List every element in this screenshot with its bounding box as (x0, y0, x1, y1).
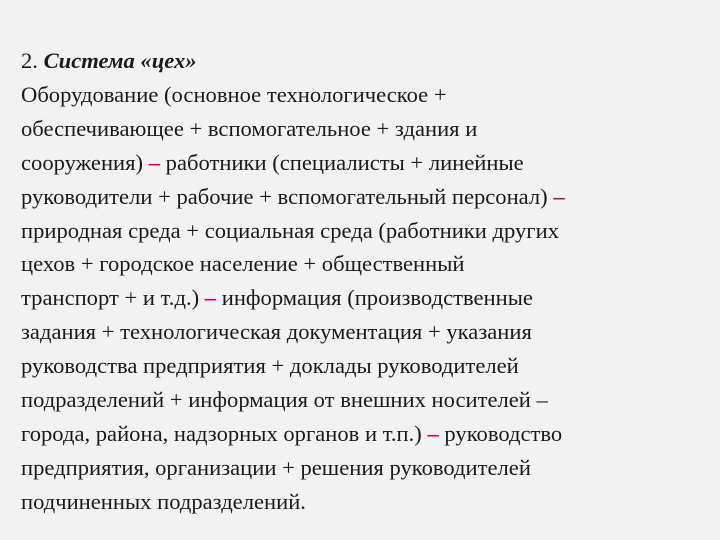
text-line (21, 383, 701, 417)
text-segment: информация (производственные (216, 285, 533, 311)
text-segment: транспорт + и т.д.) (21, 285, 205, 311)
separator-dash: – (553, 183, 565, 209)
body-lines (21, 78, 701, 519)
text-line (21, 214, 701, 248)
text-line (21, 315, 701, 349)
text-line (21, 281, 701, 315)
text-line (21, 180, 701, 214)
text-line (21, 146, 701, 180)
text-segment: сооружения) (21, 149, 149, 175)
text-segment: подразделений + информация от внешних носителей – (21, 387, 548, 413)
text-line (21, 112, 701, 146)
slide-text (21, 44, 701, 519)
text-segment: Оборудование (основное технологическое + (21, 81, 447, 107)
heading-number: 2. (21, 48, 44, 73)
text-segment: подчиненных подразделений. (21, 488, 306, 514)
text-segment: цехов + городское население + общественный (21, 251, 465, 277)
text-segment: задания + технологическая документация + указания (21, 319, 532, 345)
text-line (21, 485, 701, 519)
text-segment: обеспечивающее + вспомогательное + здания и (21, 115, 478, 141)
separator-dash: – (148, 149, 161, 175)
text-segment: предприятия, организации + решения руководителей (21, 454, 531, 480)
text-line (21, 417, 701, 451)
text-segment: руководства предприятия + доклады руководителей (21, 353, 519, 379)
text-segment: руководители + рабочие + вспомогательный персонал) (21, 183, 554, 209)
text-segment: города, района, надзорных органов и т.п.) (21, 420, 428, 446)
separator-dash: – (204, 285, 217, 311)
text-segment: природная среда + социальная среда (работники других (21, 217, 559, 243)
text-line (21, 247, 701, 281)
text-segment: руководство (438, 420, 563, 446)
slide-heading (21, 44, 701, 78)
heading-title: Система «цех» (43, 48, 197, 73)
text-segment: работники (специалисты + линейные (160, 149, 524, 175)
separator-dash: – (427, 420, 439, 446)
text-line (21, 349, 701, 383)
text-line (21, 78, 701, 112)
text-line (21, 451, 701, 485)
